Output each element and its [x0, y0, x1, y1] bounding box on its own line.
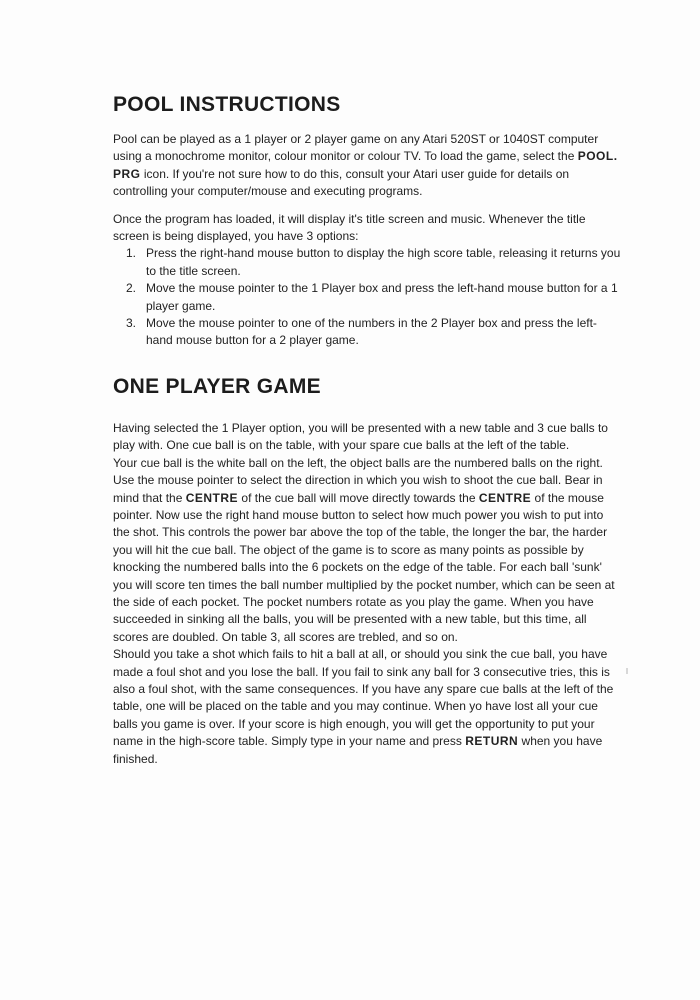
title-screen-paragraph: Once the program has loaded, it will display it's title screen and music. Whenever the title screen is being displayed, you have 3 options:: [113, 211, 586, 244]
option-text: Move the mouse pointer to one of the numbers in the 2 Player box and press the left-hand mouse button for a 2 player game.: [146, 316, 597, 348]
option-item: [113, 280, 623, 315]
option-text: Move the mouse pointer to the 1 Player box and press the left-hand mouse button for a 1 player game.: [146, 281, 618, 313]
pool-instructions-heading: POOL INSTRUCTIONS: [113, 93, 341, 116]
option-number: 3.: [126, 316, 137, 331]
one-player-paragraph-2: [113, 455, 623, 646]
return-key-label: RETURN: [465, 734, 519, 749]
intro-text-part1: Pool can be played as a 1 player or 2 player game on any Atari 520ST or 1040ST computer using a monochrome monitor, colour monitor or colour TV. To load the game, select the: [113, 132, 599, 164]
page-content: [113, 92, 623, 768]
body-text: of the cue ball will move directly towards the: [238, 490, 479, 505]
option-item: [113, 245, 623, 280]
option-number: 1.: [126, 246, 137, 261]
body-text: when you have finished.: [113, 734, 603, 766]
one-player-paragraph-3: [113, 646, 623, 768]
one-player-paragraph-1: Having selected the 1 Player option, you will be presented with a new table and 3 cue balls to play with. One cue ball is on the table, with your spare cue balls at the left of the table.: [113, 420, 608, 453]
title-screen-options-list: [113, 245, 623, 349]
one-player-game-heading: ONE PLAYER GAME: [113, 374, 321, 398]
program-icon-name: POOL. PRG: [113, 149, 618, 181]
body-text: of the mouse pointer. Now use the right hand mouse button to select how much power you wish to put into the shot. This controls the power bar above the top of the table, the longer the bar, the harder you will hit the cue ball. The object of the game is to score as many points as possible by knocking the numbered balls into the 6 pockets on the edge of the table. For each ball 'sunk' you will score ten times the ball number multiplied by the pocket number, which can be seen at the side of each pocket. The pocket numbers rotate as you play the game. When you have succeeded in sinking all the balls, you will be presented with a new table, but this time, all scores are doubled. On table 3, all scores are trebled, and so on.: [113, 490, 615, 644]
option-item: [113, 315, 623, 350]
scan-speck: [626, 668, 628, 674]
centre-keyword: CENTRE: [478, 490, 532, 505]
centre-keyword: CENTRE: [185, 490, 239, 505]
intro-paragraph: [113, 131, 623, 201]
body-text: Should you take a shot which fails to hit a ball at all, or should you sink the cue ball, you have made a foul shot and you lose the ball. If you fail to sink any ball for 3 consecutive tries, this is also a foul shot, with the same consequences. If you have any spare cue balls at the left of the table, one will be placed on the table and you may continue. When yo have lost all your cue balls you game is over. If your score is high enough, you will get the opportunity to put your name in the high-score table. Simply type in your name and press: [113, 647, 614, 749]
intro-text-part2: icon. If you're not sure how to do this, consult your Atari user guide for details on controlling your computer/mouse and executing programs.: [113, 166, 570, 199]
option-text: Press the right-hand mouse button to display the high score table, releasing it returns you to the title screen.: [146, 246, 621, 278]
option-number: 2.: [126, 281, 137, 296]
body-text: Your cue ball is the white ball on the left, the object balls are the numbered balls on the right. Use the mouse pointer to select the direction in which you wish to shoot the cue ball. Bear in mind that the: [113, 455, 603, 505]
